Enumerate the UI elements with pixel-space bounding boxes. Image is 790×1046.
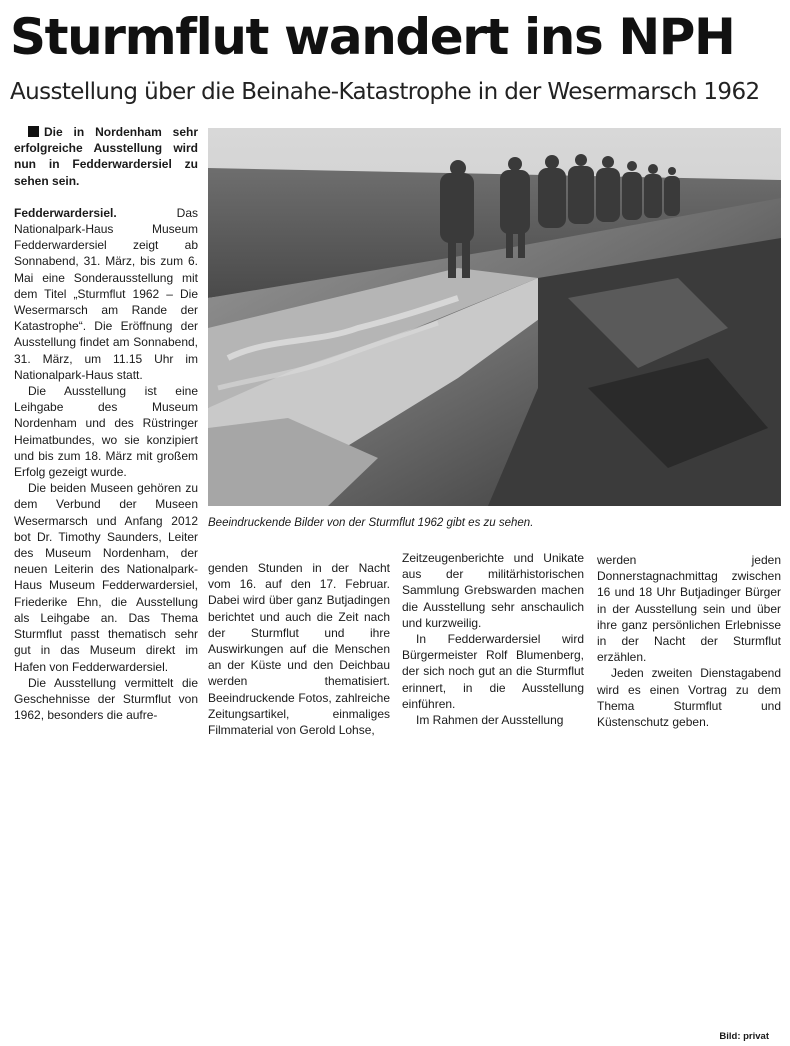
dateline: Fedderwardersiel. bbox=[14, 205, 117, 220]
teaser bbox=[14, 124, 198, 189]
bullet-square-icon bbox=[28, 126, 39, 137]
paragraph-4-start: Die Ausstellung vermittelt die Geschehnisse der Sturmflut von 1962, besonders die aufre- bbox=[14, 675, 198, 723]
paragraph-7: Jeden zweiten Dienstagabend wird es einen Vortrag zu dem Thema Sturmflut und Küstenschutz geben. bbox=[597, 666, 781, 730]
paragraph-3: Die beiden Museen gehören zu dem Verbund der Museen Wesermarsch und Anfang 2012 bot Dr. Timothy Saunders, Leiter des Museum Nordenham, der neuen Leiterin des Nationalpark-Haus Museum Fedderwardersiel, Friederike Ehn, die Ausstellung als Leihgabe an. Das Thema Sturmflut passt thematisch sehr gut in das Museum direkt im Hafen von Fedderwardersiel. bbox=[14, 481, 198, 674]
paragraph-2: Die Ausstellung ist eine Leihgabe des Museum Nordenham und des Rüstringer Heimatbundes, wo sie konzipiert und bis zum 18. März mit großem Erfolg gezeigt wurde. bbox=[14, 384, 198, 480]
paragraph-4-end: Zeitzeugenberichte und Unikate aus der militärhistorischen Sammlung Grebswarden machen die Ausstellung sehr anschaulich und kurzweilig. bbox=[402, 551, 584, 630]
paragraph-5: In Fedderwardersiel wird Bürgermeister Rolf Blumenberg, der sich noch gut an die Sturmflut erinnert, in die Ausstellung einführen. bbox=[402, 632, 584, 711]
subheadline: Ausstellung über die Beinahe-Katastrophe in der Wesermarsch 1962 bbox=[10, 79, 760, 105]
headline: Sturmflut wandert ins NPH bbox=[10, 8, 735, 66]
article-column-1 bbox=[14, 124, 198, 730]
article-column-4 bbox=[597, 552, 781, 732]
storm-flood-photo bbox=[208, 128, 781, 506]
paragraph-1 bbox=[14, 205, 198, 383]
paragraph-6-cont: werden jeden Donnerstagnachmittag zwischen 16 und 18 Uhr Butjadinger Bürger in der Ausstellung sein und über ihre ganz persönlichen Erlebnisse in der Nacht der Sturmflut erzählen. bbox=[597, 553, 781, 665]
article-column-2 bbox=[208, 560, 390, 738]
article-column-3 bbox=[402, 550, 584, 732]
paragraph-1-text: Das Nationalpark-Haus Museum Fedderwardersiel zeigt ab Sonnabend, 31. März, bis zum 6. Mai eine Sonderausstellung mit dem Titel „Sturmflut 1962 – Die Wesermarsch am Rande der Katastrophe“. Die Eröffnung der Ausstellung findet am Sonnabend, 31. März, um 11.15 Uhr im Nationalpark-Haus statt. bbox=[14, 205, 198, 382]
teaser-text: Die in Nordenham sehr erfolgreiche Ausstellung wird nun in Fedderwardersiel zu sehen sein. bbox=[14, 125, 198, 188]
paragraph-6-start: Im Rahmen der Ausstellung bbox=[416, 713, 564, 728]
photo-credit: Bild: privat bbox=[719, 1031, 769, 1042]
photo-image bbox=[208, 128, 781, 506]
paragraph-4-cont: genden Stunden in der Nacht vom 16. auf den 17. Februar. Dabei wird über ganz Butjadingen berichtet und auch die Zeit nach der Sturmflut und ihre Auswirkungen auf die Menschen an der Küste und den Deichbau werden thematisiert. Beeindruckende Fotos, zahlreiche Zeitungsartikel, einmaliges Filmmaterial von Gerold Lohse, bbox=[208, 561, 390, 738]
photo-caption-text: Beeindruckende Bilder von der Sturmflut 1962 gibt es zu sehen. bbox=[208, 517, 534, 529]
